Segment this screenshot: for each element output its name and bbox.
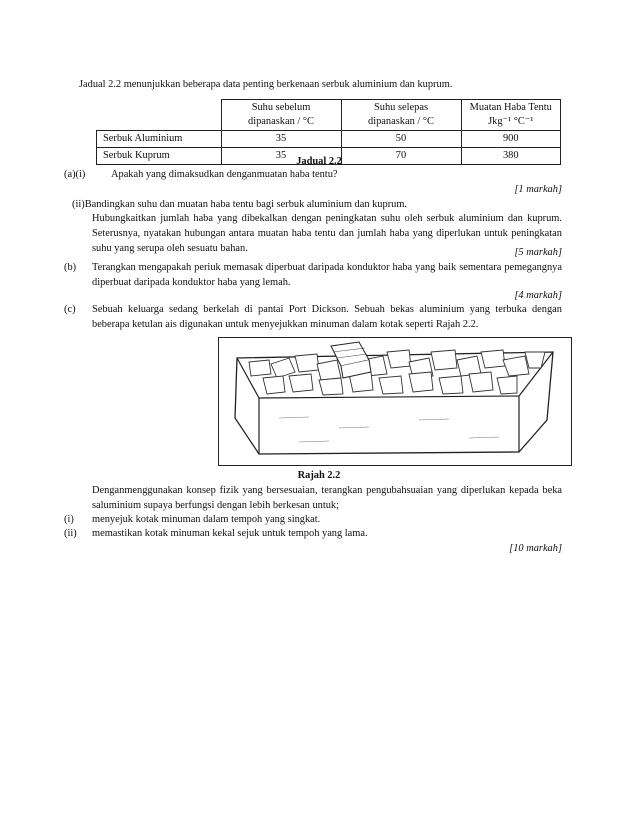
table-caption: Jadual 2.2 bbox=[296, 156, 342, 167]
marks-a-ii: [5 markah] bbox=[514, 247, 562, 258]
marks-c: [10 markah] bbox=[509, 543, 562, 554]
question-c-ii-text: memastikan kotak minuman kekal sejuk untuk tempoh yang lama. bbox=[92, 528, 368, 539]
table-cell: 35 bbox=[221, 148, 341, 165]
header-cell: Muatan Haba Tentu Jkg⁻¹ °C⁻¹ bbox=[461, 100, 561, 131]
question-a-ii-body: Hubungkaitkan jumlah haba yang dibekalkan dengan peningkatan suhu oleh serbuk aluminium dan kuprum. Seterusnya, nyatakan hubungan antara muatan haba tentu dan jumlah haba yang diperlukan untuk peningkatan suhu yang serupa oleh sesuatu bahan. bbox=[92, 213, 562, 255]
question-a-ii-intro: (ii)Bandingkan suhu dan muatan haba tentu bagi serbuk aluminium dan kuprum. bbox=[72, 199, 408, 210]
marks-b: [4 markah] bbox=[514, 290, 562, 301]
table-cell: 70 bbox=[341, 148, 461, 165]
question-c-number: (c) bbox=[64, 304, 76, 315]
question-c-i-number: (i) bbox=[64, 514, 74, 525]
question-c-i-text: menyejuk kotak minuman dalam tempoh yang singkat. bbox=[92, 514, 321, 525]
question-c-ii-number: (ii) bbox=[64, 528, 77, 539]
table-cell: 380 bbox=[461, 148, 561, 165]
table-header-row bbox=[97, 100, 561, 131]
question-c-instruction: Denganmenggunakan konsep fizik yang bersesuaian, terangkan pengubahsuaian yang diperlukan kepada beka saluminium supaya berfungsi dengan lebih berkesan untuk; bbox=[92, 485, 562, 512]
question-a-i-number: (a)(i) bbox=[64, 169, 86, 180]
row-label: Serbuk Kuprum bbox=[97, 148, 222, 165]
cooler-box-figure bbox=[218, 337, 572, 466]
row-label: Serbuk Aluminium bbox=[97, 131, 222, 148]
question-c-text: Sebuah keluarga sedang berkelah di pantai Port Dickson. Sebuah bekas aluminium yang terbuka dengan beberapa ketulan ais digunakan untuk menyejukkan minuman dalam kotak seperti Rajah 2.2. bbox=[92, 304, 562, 331]
figure-caption: Rajah 2.2 bbox=[297, 470, 341, 481]
header-cell: Suhu sebelum dipanaskan / °C bbox=[221, 100, 341, 131]
intro-text: Jadual 2.2 menunjukkan beberapa data penting berkenaan serbuk aluminium dan kuprum. bbox=[79, 79, 453, 90]
table-cell: 50 bbox=[341, 131, 461, 148]
question-b-text: Terangkan mengapakah periuk memasak diperbuat daripada konduktor haba yang baik sementara pemegangnya diperbuat daripada konduktor haba yang lemah. bbox=[92, 262, 562, 289]
cooler-box-illustration bbox=[219, 338, 571, 465]
table-row bbox=[97, 131, 561, 148]
table-cell: 35 bbox=[221, 131, 341, 148]
question-b-number: (b) bbox=[64, 262, 77, 273]
marks-a-i: [1 markah] bbox=[514, 184, 562, 195]
header-cell: Suhu selepas dipanaskan / °C bbox=[341, 100, 461, 131]
table-cell: 900 bbox=[461, 131, 561, 148]
question-a-i-text: Apakah yang dimaksudkan denganmuatan haba tentu? bbox=[111, 169, 338, 180]
